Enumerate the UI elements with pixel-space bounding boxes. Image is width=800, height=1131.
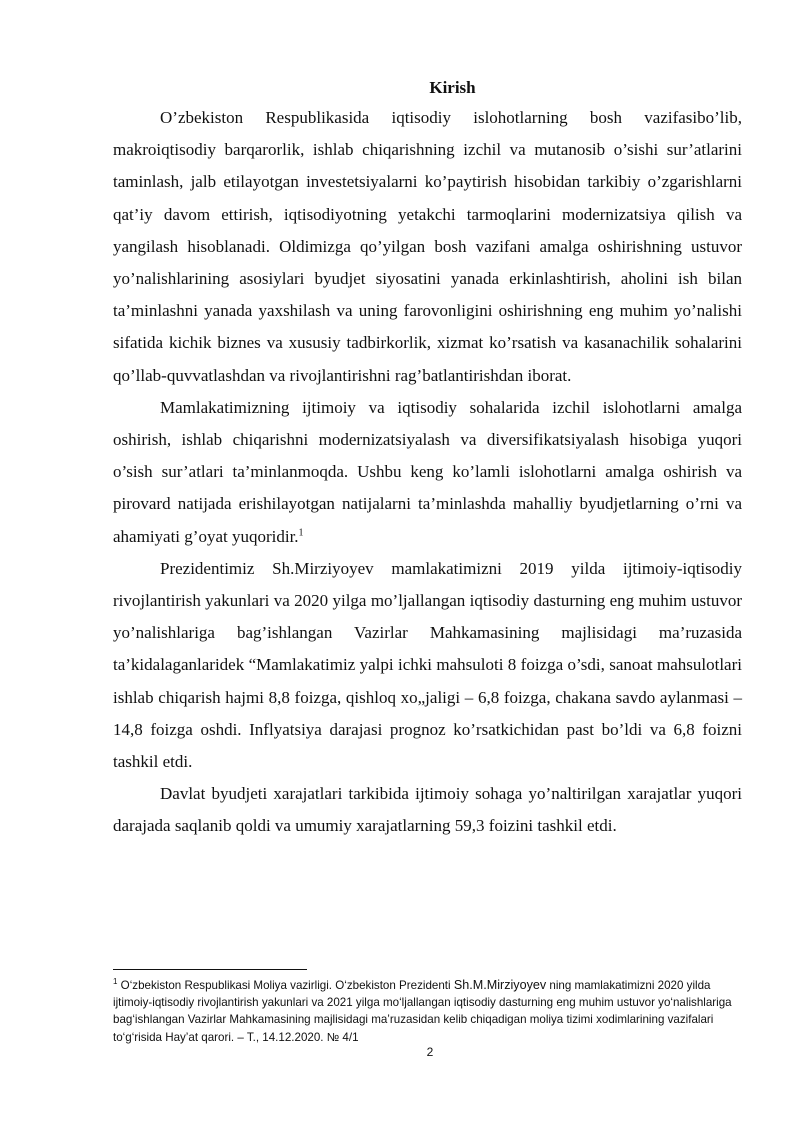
footnote: [113, 977, 745, 1046]
footnote-text-before: O‘zbekiston Respublikasi Moliya vazirligi. O‘zbekiston Prezidenti: [117, 979, 454, 992]
footnote-emphasis: Sh.M.Mirziyoyev: [453, 978, 547, 992]
paragraph-4: Davlat byudjeti xarajatlari tarkibida ijtimoiy sohaga yo’naltirilgan xarajatlar yuqori darajada saqlanib qoldi va umumiy xarajatlarning 59,3 foizini tashkil etdi.: [113, 784, 742, 836]
footnote-text-after: ning mamlakatimizni 2020 yilda ijtimoiy-iqtisodiy rivojlantirish yakunlari va 2021 yilga mo‘ljallangan iqtisodiy dasturning eng muhim ustuvor yo‘nalishlariga bag‘ishlangan Vazirlar Mahkamasining majlisidagi ma’ruzasidan kelib chiqadigan moliya tizimi xodimlarining vazifalari to‘g‘risida Hay’at qarori. – T., 14.12.2020. № 4/1: [113, 979, 732, 1044]
paragraph-2-text: Mamlakatimizning ijtimoiy va iqtisodiy sohalarida izchil islohotlarni amalga oshirish, ishlab chiqarishni modernizatsiyalash va diversifikatsiyalash hisobiga yuqori o’sish sur’atlari ta’minlanmoqda. Ushbu keng ko’lamli islohotlarni amalga oshirish va pirovard natijada erishilayotgan natijalarni ta’minlashda mahalliy byudjetlarning o’rni va ahamiyati g’oyat yuqoridir.: [113, 397, 742, 546]
footnote-separator: [113, 969, 307, 970]
paragraph-2: [113, 392, 742, 553]
footnote-reference[interactable]: 1: [298, 526, 304, 538]
paragraph-3: Prezidentimiz Sh.Mirziyoyev mamlakatimizni 2019 yilda ijtimoiy-iqtisodiy rivojlantirish yakunlari va 2020 yilga mo’ljallangan iqtisodiy dasturning eng muhim ustuvor yo’nalishlariga bag’ishlangan Vazirlar Mahkamasining majlisidagi ma’ruzasida ta’kidalaganlaridek “Mamlakatimiz yalpi ichki mahsuloti 8 foizga o’sdi, sanoat mahsulotlari ishlab chiqarish hajmi 8,8 foizga, qishloq xo„jaligi – 6,8 foizga, chakana savdo aylanmasi – 14,8 foizga oshdi. Inflyatsiya darajasi prognoz ko’rsatkichidan past bo’ldi va 6,8 foizni tashkil etdi.: [113, 558, 742, 772]
paragraph-1: O’zbekiston Respublikasida iqtisodiy islohotlarning bosh vazifasibo’lib, makroiqtisodiy barqarorlik, ishlab chiqarishning izchil va mutanosib o’sishi sur’atlarini taminlash, jalb etilayotgan investetsiyalarni ko’paytirish hisobidan tarkibiy o’zgarishlarni qat’iy davom ettirish, iqtisodiyotning yetakchi tarmoqlarini modernizatsiya qilish va yangilash hisoblanadi. Oldimizga qo’yilgan bosh vazifani amalga oshirishning ustuvor yo’nalishlarining asosiylari byudjet siyosatini yanada erkinlashtirish, aholini ish bilan ta’minlashni yanada yaxshilash va uning farovonligini oshirishning eng muhim yo’nalishi sifatida kichik biznes va xususiy tadbirkorlik, xizmat ko’rsatish va kasanachilik sohalarini qo’llab-quvvatlashdan va rivojlantirishni rag’batlantirishdan iborat.: [113, 108, 742, 385]
footnote-marker: 1: [113, 977, 118, 987]
section-heading: Kirish: [429, 78, 476, 97]
body-text: [113, 74, 742, 843]
page-number: 2: [426, 1045, 434, 1059]
